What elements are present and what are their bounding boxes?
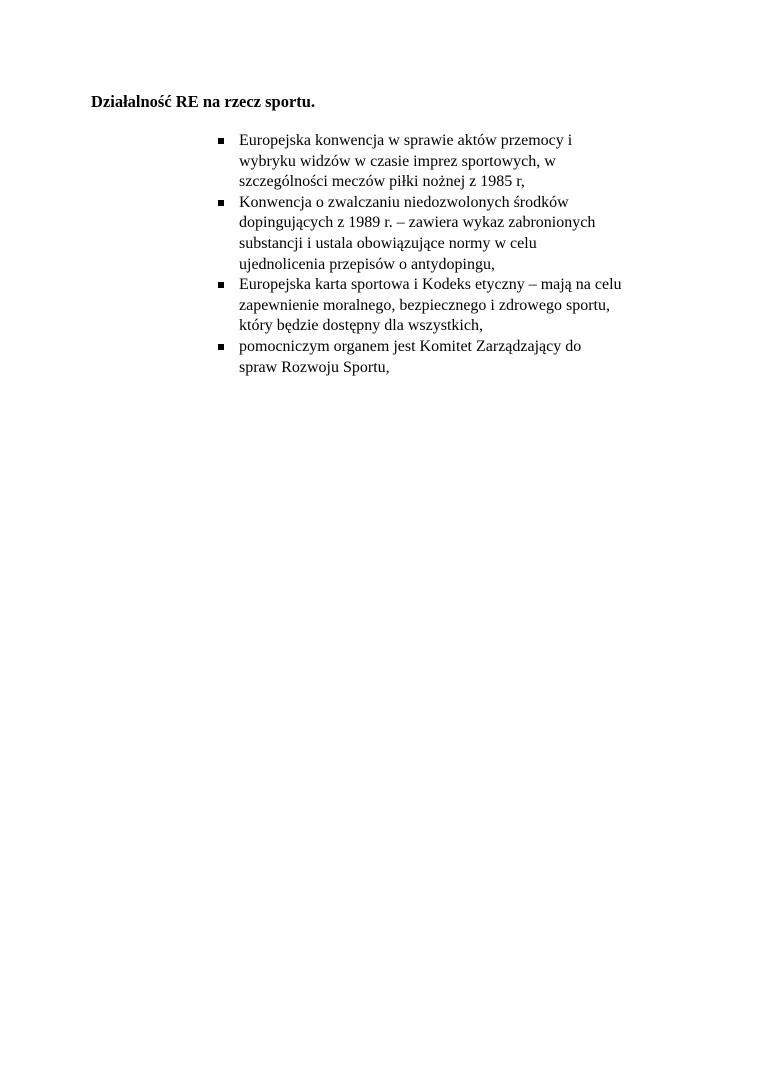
list-item-line: szczególności meczów piłki nożnej z 1985 r, [239,173,525,191]
list-item [218,337,668,378]
list-item [218,131,668,193]
list-item [218,193,668,275]
list-item-line: dopingujących z 1989 r. – zawiera wykaz zabronionych [239,214,596,232]
list-item-line: spraw Rozwoju Sportu, [239,358,390,376]
list-item-line: wybryku widzów w czasie imprez sportowych, w [239,152,556,170]
list-item-line: Konwencja o zwalczaniu niedozwolonych środków [239,193,569,211]
list-item-line: Europejska karta sportowa i Kodeks etyczny – mają na celu [239,276,622,294]
square-bullet-icon [218,282,224,288]
list-item-line: substancji i ustala obowiązujące normy w celu [239,234,537,252]
page-title: Działalność RE na rzecz sportu. [91,92,316,111]
list-item [218,275,668,337]
square-bullet-icon [218,344,224,350]
list-item-line: ujednolicenia przepisów o antydopingu, [239,255,495,273]
square-bullet-icon [218,138,224,144]
list-item-line: pomocniczym organem jest Komitet Zarządzający do [239,337,582,355]
list-item-line: zapewnienie moralnego, bezpiecznego i zdrowego sportu, [239,296,610,314]
list-item-line: Europejska konwencja w sprawie aktów przemocy i [239,132,573,149]
bullet-list [218,131,668,378]
square-bullet-icon [218,200,224,206]
list-item-line: który będzie dostępny dla wszystkich, [239,317,483,335]
